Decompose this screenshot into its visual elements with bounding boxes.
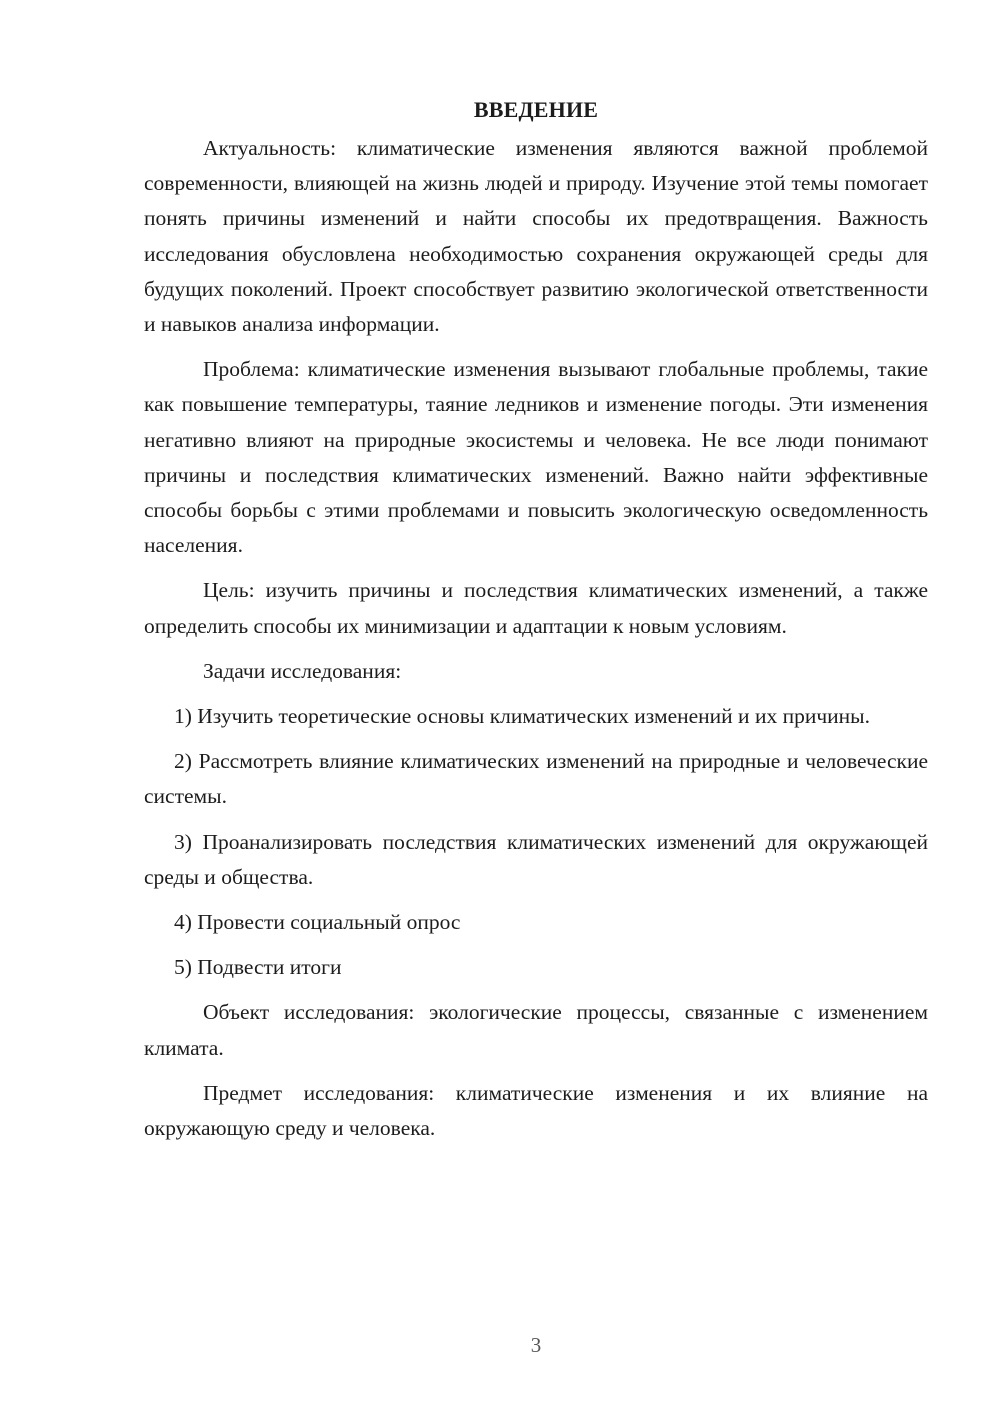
task-item-2: 2) Рассмотреть влияние климатических изменений на природные и человеческие системы. [144, 749, 928, 809]
task-item-3: 3) Проанализировать последствия климатических изменений для окружающей среды и общества. [144, 829, 928, 889]
task-item-4: 4) Провести социальный опрос [174, 910, 461, 935]
document-page [144, 92, 928, 1156]
subject-paragraph: Предмет исследования: климатические изменения и их влияние на окружающую среду и человека. [144, 1080, 928, 1141]
relevance-paragraph: Актуальность: климатические изменения являются важной проблемой современности, влияющей на жизнь людей и природу. Изучение этой темы помогает понять причины изменений и найти способы их предотвращения. Важность исследования обусловлена необходимостью сохранения окружающей среды для будущих поколений. Проект способствует развитию экологической ответственности и навыков анализа информации. [144, 136, 928, 337]
task-item-5: 5) Подвести итоги [174, 955, 342, 980]
goal-paragraph: Цель: изучить причины и последствия климатических изменений, а также определить способы их минимизации и адаптации к новым условиям. [144, 578, 928, 638]
tasks-heading: Задачи исследования: [203, 658, 402, 683]
problem-paragraph: Проблема: климатические изменения вызывают глобальные проблемы, такие как повышение температуры, таяние ледников и изменение погоды. Эти изменения негативно влияют на природные экосистемы и человека. Не все люди понимают причины и последствия климатических изменений. Важно найти эффективные способы борьбы с этими проблемами и повысить экологическую осведомленность населения. [144, 357, 928, 558]
task-item-1: 1) Изучить теоретические основы климатических изменений и их причины. [174, 704, 870, 729]
object-paragraph: Объект исследования: экологические процессы, связанные с изменением климата. [144, 1000, 928, 1060]
section-title: ВВЕДЕНИЕ [473, 97, 599, 122]
page-number: 3 [530, 1333, 542, 1357]
